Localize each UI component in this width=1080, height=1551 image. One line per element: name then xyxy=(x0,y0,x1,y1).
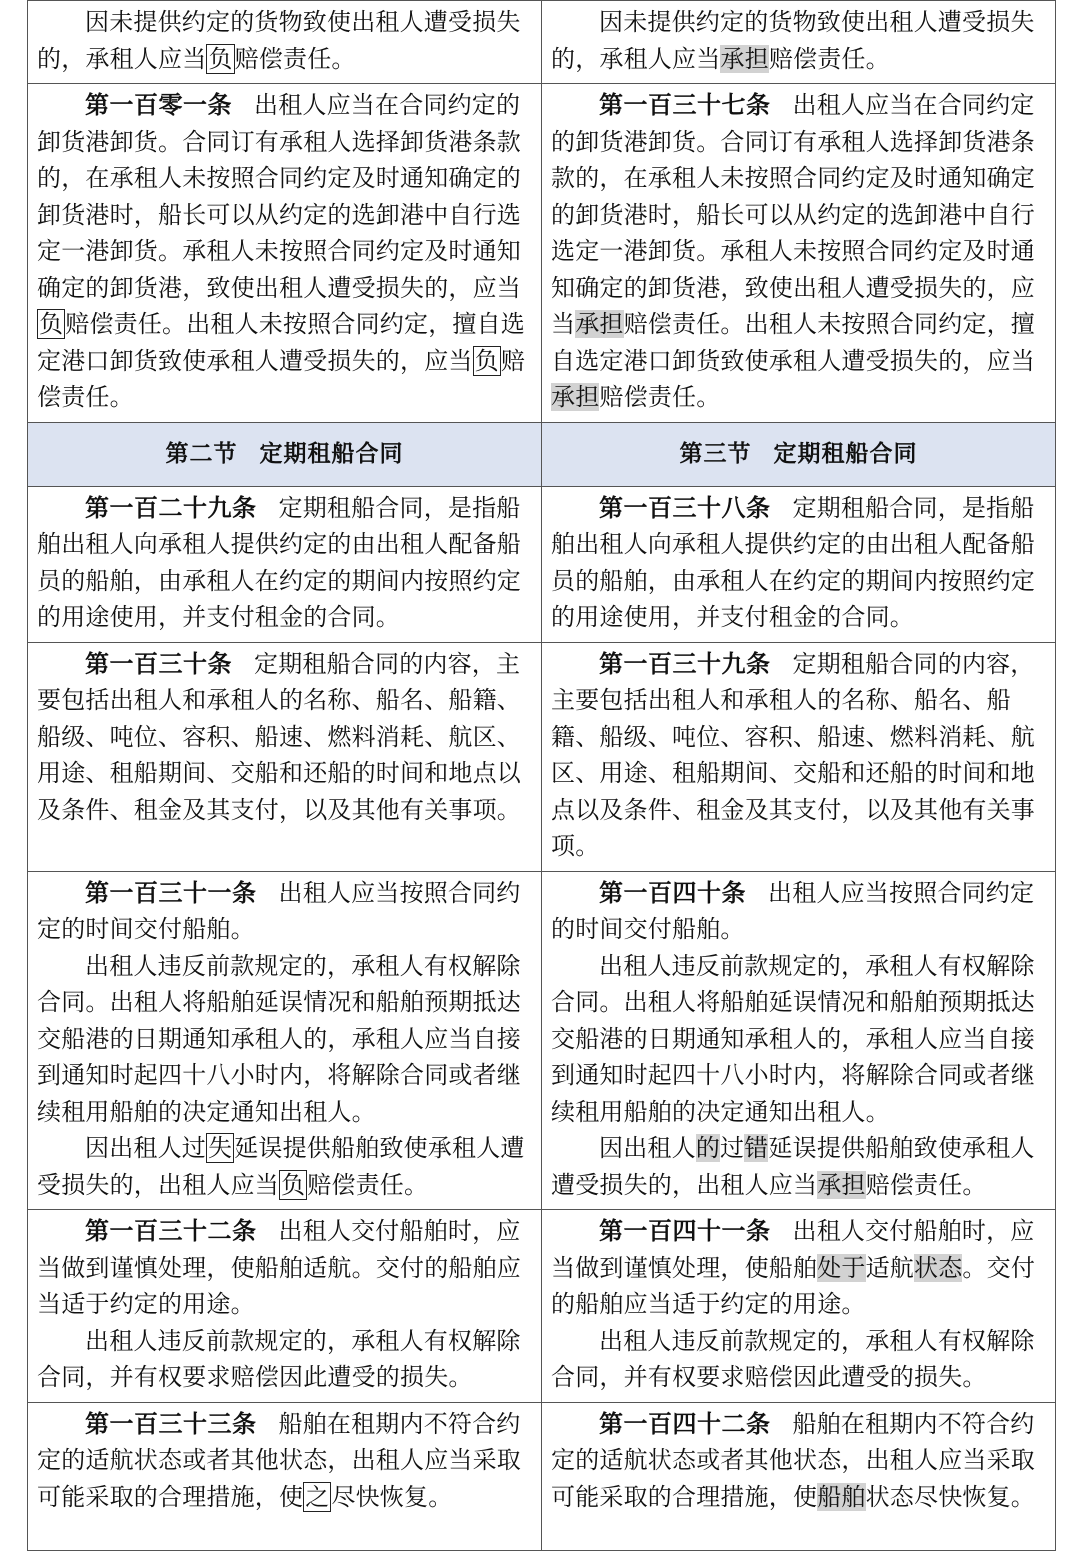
law-comparison-table xyxy=(27,0,1056,1551)
text-run: 出租人交付船舶时，应当做到谨慎处理，使船舶 xyxy=(551,1217,1035,1282)
text-run: 赔偿责任。 xyxy=(599,383,721,411)
section-number: 第二节 xyxy=(165,440,238,467)
paragraph xyxy=(551,4,1046,77)
paragraph xyxy=(37,490,532,636)
section-title: 定期租船合同 xyxy=(259,440,404,467)
text-run: 因出租人过 xyxy=(85,1134,206,1162)
highlighted-revision: 的 xyxy=(695,1134,721,1162)
paragraph xyxy=(37,1406,532,1516)
paragraph xyxy=(551,490,1046,636)
paragraph xyxy=(37,4,532,77)
new-law-cell xyxy=(542,84,1056,423)
highlighted-revision: 承担 xyxy=(551,383,600,411)
table-row xyxy=(28,871,1056,1210)
paragraph xyxy=(551,87,1046,416)
text-run: 过 xyxy=(720,1134,745,1162)
section-title: 定期租船合同 xyxy=(773,440,918,467)
paragraph xyxy=(37,1323,532,1396)
text-run: 因未提供约定的货物致使出租人遭受损失的，承租人应当 xyxy=(551,8,1035,73)
text-run: 状态尽快恢复。 xyxy=(865,1482,1036,1511)
paragraph xyxy=(551,1323,1046,1396)
old-law-cell xyxy=(28,1,542,84)
old-law-cell xyxy=(28,642,542,871)
text-run: 赔偿责任。 xyxy=(768,44,890,73)
text-run: 赔偿责任。出租人未按照合同约定，擅自选定港口卸货致使承租人遭受损失的，应当 xyxy=(551,310,1036,375)
text-run: 赔偿责任。 xyxy=(307,1170,429,1199)
new-law-cell xyxy=(542,871,1056,1210)
section-number: 第三节 xyxy=(679,440,752,467)
text-run: 尽快恢复。 xyxy=(331,1482,453,1511)
article-number: 第一百四十一条 xyxy=(599,1217,771,1245)
old-law-cell xyxy=(28,1210,542,1403)
article-number: 第一百四十二条 xyxy=(599,1409,771,1438)
article-number: 第一百三十三条 xyxy=(85,1409,257,1438)
article-number: 第一百二十九条 xyxy=(85,493,257,522)
text-run: 适航 xyxy=(865,1253,915,1282)
text-run: 延误提供船舶致使承租人遭受损失的，出租人应当 xyxy=(37,1134,525,1199)
text-run: 赔偿责任。 xyxy=(865,1170,987,1199)
text-run: 船舶在租期内不符合约定的适航状态或者其他状态，出租人应当采取可能采取的合理措施，使 xyxy=(551,1409,1035,1511)
text-run: 出租人应当按照合同约定的时间交付船舶。 xyxy=(551,878,1035,943)
new-law-cell xyxy=(542,642,1056,871)
text-run: 因未提供约定的货物致使出租人遭受损失的，承租人应当 xyxy=(37,8,521,73)
text-run: 延误提供船舶致使承租人遭受损失的，出租人应当 xyxy=(551,1134,1035,1199)
article-number: 第一百四十条 xyxy=(599,878,746,907)
article-number: 第一百三十九条 xyxy=(599,649,771,678)
section-heading-right xyxy=(542,422,1056,486)
text-run: 出租人违反前款规定的，承租人有权解除合同，并有权要求赔偿因此遭受的损失。 xyxy=(551,1326,1035,1391)
article-number: 第一百三十二条 xyxy=(85,1217,257,1245)
old-law-cell xyxy=(28,871,542,1210)
text-run: 赔偿责任。 xyxy=(37,346,526,411)
table-row xyxy=(28,642,1056,871)
text-run: 出租人应当在合同约定的卸货港卸货。合同订有承租人选择卸货港条款的，在承租人未按照合同约定及时通知确定的卸货港时，船长可以从约定的选卸港中自行选定一港卸货。承租人未按照合同约定及时通知确定的卸货港，致使出租人遭受损失的，应当 xyxy=(37,91,521,302)
text-run: 出租人违反前款规定的，承租人有权解除合同。出租人将船舶延误情况和船舶预期抵达交船港的日期通知承租人的，承租人应当自接到通知时起四十八小时内，将解除合同或者继续租用船舶的决定通知出租人。 xyxy=(551,951,1035,1126)
paragraph xyxy=(37,646,532,829)
boxed-original-word: 负 xyxy=(208,44,233,73)
boxed-original-word: 负 xyxy=(281,1170,306,1199)
highlighted-revision: 承担 xyxy=(817,1170,866,1199)
text-run: 定期租船合同的内容，主要包括出租人和承租人的名称、船名、船籍、船级、吨位、容积、船速、燃料消耗、航区、用途、租船期间、交船和还船的时间和地点以及条件、租金及其支付，以及其他有关事项。 xyxy=(551,649,1035,860)
text-run: 出租人应当在合同约定的卸货港卸货。合同订有承租人选择卸货港条款的，在承租人未按照合同约定及时通知确定的卸货港时，船长可以从约定的选卸港中自行选定一港卸货。承租人未按照合同约定及时通知确定的卸货港，致使出租人遭受损失的，应当 xyxy=(551,91,1035,338)
old-law-cell xyxy=(28,486,542,642)
section-heading-left xyxy=(28,422,542,486)
section-header-row xyxy=(28,422,1056,486)
highlighted-revision: 船舶 xyxy=(817,1482,866,1511)
paragraph xyxy=(37,1130,532,1203)
paragraph xyxy=(37,1213,532,1323)
article-number: 第一百三十条 xyxy=(85,649,232,678)
highlighted-revision: 处于 xyxy=(817,1253,866,1282)
text-run: 定期租船合同，是指船舶出租人向承租人提供约定的由出租人配备船员的船舶，由承租人在约定的期间内按照约定的用途使用，并支付租金的合同。 xyxy=(37,493,521,631)
highlighted-revision: 错 xyxy=(744,1134,769,1162)
text-run: 因出租人 xyxy=(599,1134,696,1162)
text-run: 出租人违反前款规定的，承租人有权解除合同，并有权要求赔偿因此遭受的损失。 xyxy=(37,1326,521,1391)
text-run: 船舶在租期内不符合约定的适航状态或者其他状态，出租人应当采取可能采取的合理措施，使 xyxy=(37,1409,521,1511)
highlighted-revision: 状态 xyxy=(914,1253,963,1282)
text-run: 出租人交付船舶时，应当做到谨慎处理，使船舶适航。交付的船舶应当适于约定的用途。 xyxy=(37,1217,521,1318)
text-run: 定期租船合同的内容，主要包括出租人和承租人的名称、船名、船籍、船级、吨位、容积、船速、燃料消耗、航区、用途、租船期间、交船和还船的时间和地点以及条件、租金及其支付，以及其他有关事项。 xyxy=(37,649,521,824)
paragraph xyxy=(551,1130,1046,1203)
article-number: 第一百三十八条 xyxy=(599,493,771,522)
text-run: 赔偿责任。 xyxy=(234,44,356,73)
paragraph xyxy=(37,948,532,1131)
highlighted-revision: 承担 xyxy=(575,310,624,338)
table-row xyxy=(28,1210,1056,1403)
boxed-original-word: 负 xyxy=(39,310,64,338)
paragraph xyxy=(551,948,1046,1131)
table-body xyxy=(28,1,1056,1551)
table-row xyxy=(28,486,1056,642)
new-law-cell xyxy=(542,486,1056,642)
text-run: 。交付的船舶应当适于约定的用途。 xyxy=(551,1253,1036,1318)
new-law-cell xyxy=(542,1210,1056,1403)
article-number: 第一百三十一条 xyxy=(85,878,257,907)
old-law-cell xyxy=(28,84,542,423)
new-law-cell xyxy=(542,1,1056,84)
boxed-original-word: 之 xyxy=(305,1482,330,1511)
boxed-original-word: 失 xyxy=(208,1134,233,1162)
table-row xyxy=(28,84,1056,423)
article-number: 第一百零一条 xyxy=(85,91,232,119)
text-run: 出租人违反前款规定的，承租人有权解除合同。出租人将船舶延误情况和船舶预期抵达交船港的日期通知承租人的，承租人应当自接到通知时起四十八小时内，将解除合同或者继续租用船舶的决定通知出租人。 xyxy=(37,951,521,1126)
table-row xyxy=(28,1,1056,84)
paragraph xyxy=(551,1406,1046,1516)
paragraph xyxy=(551,875,1046,948)
boxed-original-word: 负 xyxy=(474,346,499,375)
highlighted-revision: 承担 xyxy=(720,44,769,73)
paragraph xyxy=(551,646,1046,865)
text-run: 定期租船合同，是指船舶出租人向承租人提供约定的由出租人配备船员的船舶，由承租人在约定的期间内按照约定的用途使用，并支付租金的合同。 xyxy=(551,493,1035,631)
paragraph xyxy=(551,1213,1046,1323)
article-number: 第一百三十七条 xyxy=(599,91,771,119)
paragraph xyxy=(37,875,532,948)
comparison-document xyxy=(27,0,1055,1551)
paragraph xyxy=(37,87,532,416)
text-run: 出租人应当按照合同约定的时间交付船舶。 xyxy=(37,878,521,943)
text-run: 赔偿责任。出租人未按照合同约定，擅自选定港口卸货致使承租人遭受损失的，应当 xyxy=(37,310,526,375)
